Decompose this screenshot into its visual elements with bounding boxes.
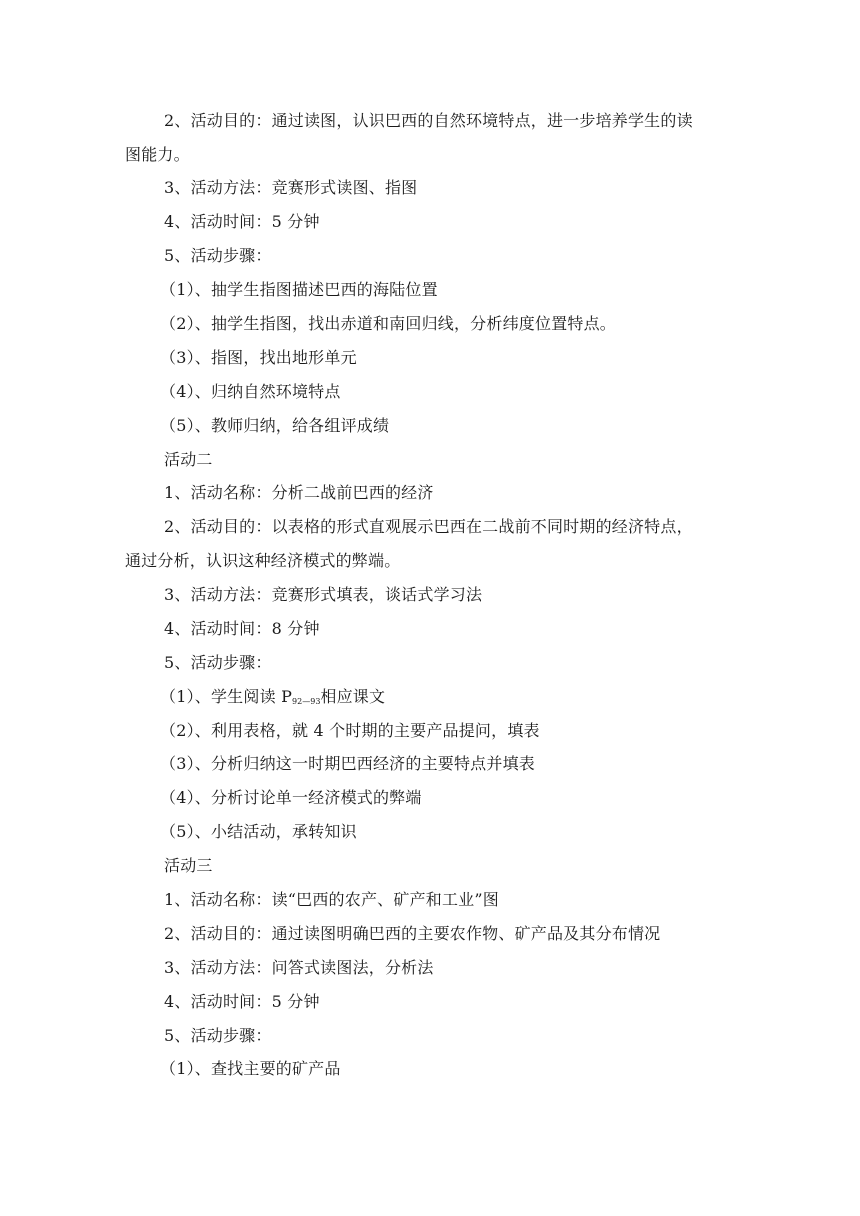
paragraph-line: 通过分析，认识这种经济模式的弊端。	[125, 551, 401, 570]
paragraph-line: 1、活动名称：分析二战前巴西的经济	[164, 483, 434, 502]
paragraph-line: 3、活动方法：问答式读图法，分析法	[164, 958, 434, 977]
paragraph-line: 2、活动目的：通过读图，认识巴西的自然环境特点，进一步培养学生的读	[164, 111, 693, 130]
step-text: 相应课文	[320, 687, 386, 706]
page-range-subscript: 92—93	[292, 697, 321, 706]
step-line: （3）、分析归纳这一时期巴西经济的主要特点并填表	[160, 754, 535, 773]
paragraph-line: 1、活动名称：读“巴西的农产、矿产和工业”图	[164, 890, 499, 909]
paragraph-line: 3、活动方法：竞赛形式填表，谈话式学习法	[164, 585, 483, 604]
paragraph-line: 2、活动目的：通过读图明确巴西的主要农作物、矿产品及其分布情况	[164, 924, 661, 943]
step-line: （3）、指图，找出地形单元	[160, 348, 357, 367]
step-line: （4）、分析讨论单一经济模式的弊端	[160, 788, 422, 807]
section-heading: 活动二	[164, 450, 213, 469]
step-text: （1）、学生阅读 P	[160, 687, 293, 706]
step-line: （1）、抽学生指图描述巴西的海陆位置	[160, 280, 438, 299]
paragraph-line: 5、活动步骤：	[164, 653, 272, 672]
paragraph-line: 4、活动时间：8 分钟	[164, 619, 320, 638]
step-line: （1）、查找主要的矿产品	[160, 1059, 341, 1078]
paragraph-line: 5、活动步骤：	[164, 246, 272, 265]
paragraph-line: 图能力。	[125, 145, 190, 164]
step-line: （5）、教师归纳，给各组评成绩	[160, 416, 390, 435]
step-line	[160, 686, 385, 713]
paragraph-line: 3、活动方法：竞赛形式读图、指图	[164, 178, 418, 197]
paragraph-line: 4、活动时间：5 分钟	[164, 992, 320, 1011]
step-line: （5）、小结活动，承转知识	[160, 822, 357, 841]
paragraph-line: 2、活动目的：以表格的形式直观展示巴西在二战前不同时期的经济特点，	[164, 517, 693, 536]
paragraph-line: 4、活动时间：5 分钟	[164, 212, 320, 231]
step-line: （2）、利用表格，就 4 个时期的主要产品提问，填表	[160, 721, 540, 740]
paragraph-line: 5、活动步骤：	[164, 1026, 272, 1045]
step-line: （2）、抽学生指图，找出赤道和南回归线，分析纬度位置特点。	[160, 314, 616, 333]
section-heading: 活动三	[164, 856, 213, 875]
step-line: （4）、归纳自然环境特点	[160, 382, 341, 401]
